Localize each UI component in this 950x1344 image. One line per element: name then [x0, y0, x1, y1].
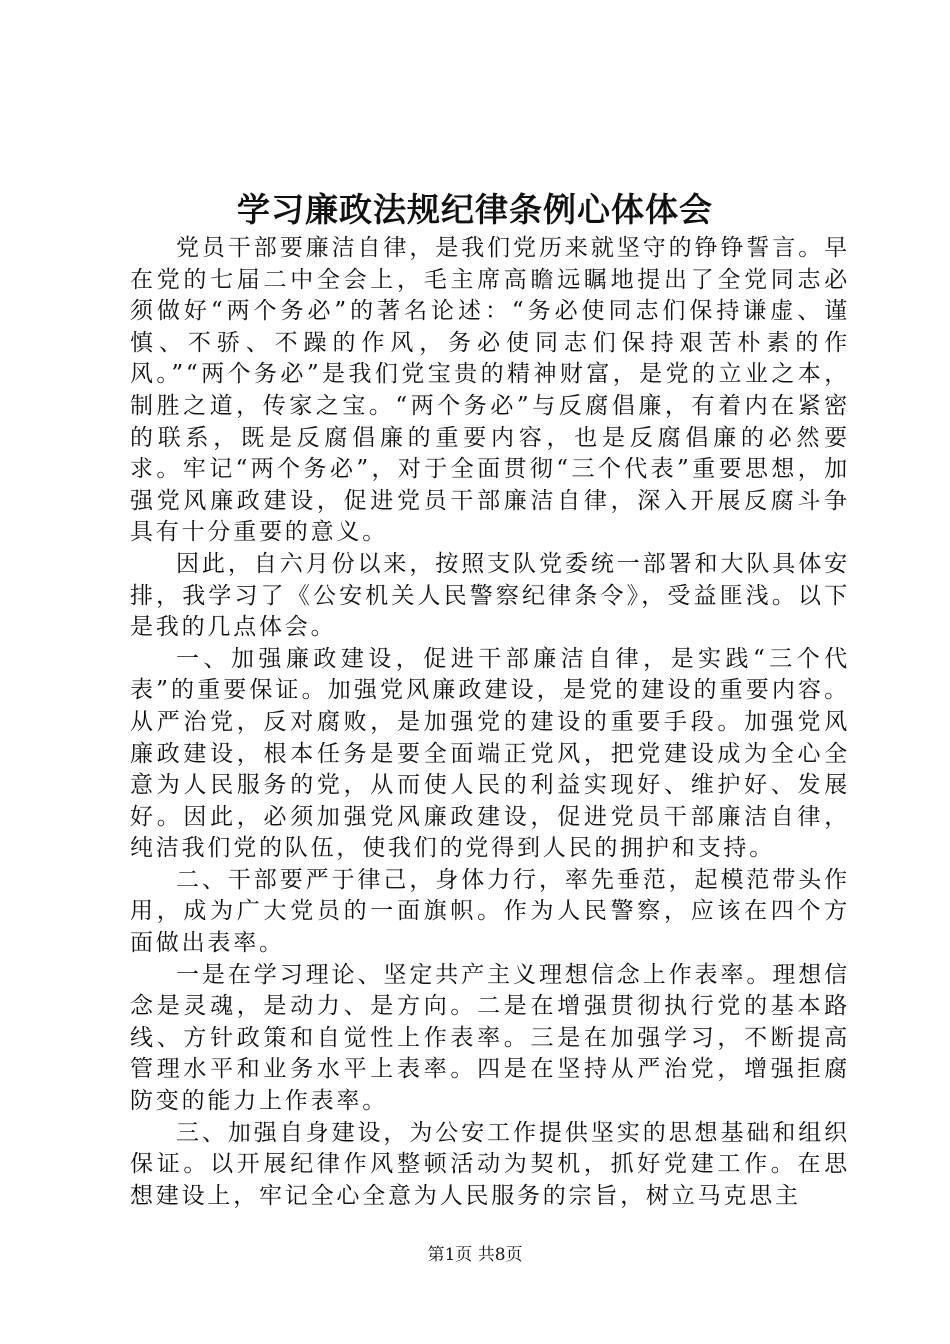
paragraph: 一是在学习理论、坚定共产主义理想信念上作表率。理想信念是灵魂，是动力、是方向。二是在增强贯彻执行党的基本路线、方针政策和自觉性上作表率。三是在加强学习，不断提高管理水平和业务水平上表率。四是在坚持从严治党，增强拒腐防变的能力上作表率。	[130, 961, 850, 1115]
paragraph: 因此，自六月份以来，按照支队党委统一部署和大队具体安排，我学习了《公安机关人民警察纪律条令》，受益匪浅。以下是我的几点体会。	[130, 550, 850, 641]
paragraph: 党员干部要廉洁自律，是我们党历来就坚守的铮铮誓言。早在党的七届二中全会上，毛主席高瞻远瞩地提出了全党同志必须做好“两个务必”的著名论述：“务必使同志们保持谦虚、谨慎、不骄、不躁的作风，务必使同志们保持艰苦朴素的作风。”“两个务必”是我们党宝贵的精神财富，是党的立业之本，制胜之道，传家之宝。“两个务必”与反腐倡廉，有着内在紧密的联系，既是反腐倡廉的重要内容，也是反腐倡廉的必然要求。牢记“两个务必”，对于全面贯彻“三个代表”重要思想，加强党风廉政建设，促进党员干部廉洁自律，深入开展反腐斗争具有十分重要的意义。	[130, 235, 850, 546]
document-title: 学习廉政法规纪律条例心体体会	[237, 190, 713, 229]
paragraph: 三、加强自身建设，为公安工作提供坚实的思想基础和组织保证。以开展纪律作风整顿活动为契机，抓好党建工作。在思想建设上，牢记全心全意为人民服务的宗旨，树立马克思主	[130, 1119, 850, 1209]
page-footer: 第1页 共8页	[427, 1245, 523, 1265]
document-body	[130, 233, 850, 1212]
paragraph: 一、加强廉政建设，促进干部廉洁自律，是实践“三个代表”的重要保证。加强党风廉政建设，是党的建设的重要内容。从严治党，反对腐败，是加强党的建设的重要手段。加强党风廉政建设，根本任务是要全面端正党风，把党建设成为全心全意为人民服务的党，从而使人民的利益实现好、维护好、发展好。因此，必须加强党风廉政建设，促进党员干部廉洁自律，纯洁我们党的队伍，使我们的党得到人民的拥护和支持。	[130, 645, 850, 862]
paragraph: 二、干部要严于律己，身体力行，率先垂范，起模范带头作用，成为广大党员的一面旗帜。作为人民警察，应该在四个方面做出表率。	[130, 866, 850, 957]
